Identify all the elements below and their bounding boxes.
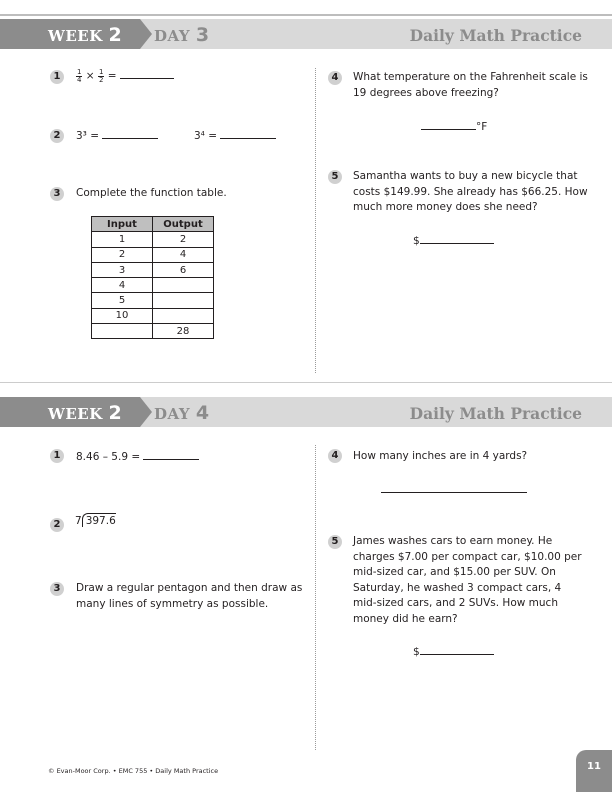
column-divider — [315, 68, 316, 373]
question-4-text: How many inches are in 4 yards? — [353, 450, 528, 462]
table-cell: 5 — [92, 293, 153, 308]
section-title: Daily Math Practice — [409, 404, 582, 423]
question-number-4: 4 — [328, 449, 342, 463]
section-header-day4 — [0, 397, 612, 427]
question-5-text: James washes cars to earn money. He charges $7.00 per compact car, $10.00 per mid-sized car, and $15.00 per SUV. On Saturday, he washed 3 compact cars, 4 mid-sized cars, and 2 SUVs. How much money did he earn? — [353, 535, 582, 625]
fraction-one-half: $\frac{1}{2}$ — [98, 67, 104, 84]
table-header-row — [92, 217, 214, 232]
question-number-1: 1 — [50, 70, 64, 84]
fahrenheit-unit: °F — [476, 121, 488, 133]
question-number-2: 2 — [50, 129, 64, 143]
table-row — [92, 247, 214, 262]
question-1-expression: 8.46 – 5.9 = — [76, 449, 199, 466]
question-3-text: Draw a regular pentagon and then draw as many lines of symmetry as possible. — [76, 582, 303, 610]
table-cell: 10 — [92, 308, 153, 323]
table-row — [92, 232, 214, 247]
divisor: 7 — [75, 515, 82, 527]
long-division-problem — [75, 513, 116, 527]
table-cell: 4 — [153, 247, 214, 262]
question-2-part-b: 3⁴ = — [194, 128, 276, 145]
answer-blank[interactable] — [381, 492, 527, 493]
week-number: 2 — [108, 402, 123, 424]
day-number: 4 — [195, 402, 210, 424]
day-number: 3 — [195, 24, 210, 46]
answer-blank[interactable] — [120, 68, 174, 79]
question-4-text: What temperature on the Fahrenheit scale is 19 degrees above freezing? — [353, 71, 588, 99]
question-5-answer — [413, 644, 494, 661]
answer-blank[interactable] — [143, 449, 199, 460]
question-number-3: 3 — [50, 582, 64, 596]
section-header-day3 — [0, 19, 612, 49]
week-label: WEEK — [48, 405, 103, 423]
table-row — [92, 278, 214, 293]
question-number-4: 4 — [328, 71, 342, 85]
top-rule — [0, 14, 612, 16]
table-cell: 6 — [153, 262, 214, 277]
answer-blank[interactable] — [420, 233, 494, 244]
table-cell: 28 — [153, 324, 214, 339]
answer-blank[interactable] — [220, 128, 276, 139]
table-cell-answer[interactable] — [92, 324, 153, 339]
table-header-input: Input — [92, 217, 153, 232]
table-header-output: Output — [153, 217, 214, 232]
question-number-3: 3 — [50, 187, 64, 201]
table-cell: 1 — [92, 232, 153, 247]
week-label: WEEK — [48, 27, 103, 45]
question-5-text: Samantha wants to buy a new bicycle that costs $149.99. She already has $66.25. How much more money does she need? — [353, 170, 588, 213]
question-number-5: 5 — [328, 535, 342, 549]
table-cell: 2 — [92, 247, 153, 262]
page-number: 11 — [576, 750, 612, 792]
question-3-text: Complete the function table. — [76, 187, 227, 199]
table-cell-answer[interactable] — [153, 278, 214, 293]
table-cell: 2 — [153, 232, 214, 247]
question-4-answer — [421, 119, 487, 136]
week-tab — [0, 397, 140, 427]
table-row — [92, 308, 214, 323]
table-cell: 3 — [92, 262, 153, 277]
fraction-one-fourth: $\frac{1}{4}$ — [77, 67, 82, 84]
crop-mark — [0, 382, 612, 383]
day-label: DAY — [154, 405, 191, 423]
week-number: 2 — [108, 24, 123, 46]
question-5-answer — [413, 233, 494, 250]
week-tab — [0, 19, 140, 49]
section-title: Daily Math Practice — [409, 26, 582, 45]
table-row — [92, 324, 214, 339]
table-cell-answer[interactable] — [153, 293, 214, 308]
table-cell-answer[interactable] — [153, 308, 214, 323]
day-label: DAY — [154, 27, 191, 45]
function-table — [91, 216, 214, 339]
table-row — [92, 293, 214, 308]
question-number-2: 2 — [50, 518, 64, 532]
dollar-sign: $ — [413, 235, 420, 247]
answer-blank[interactable] — [421, 119, 476, 130]
answer-blank[interactable] — [102, 128, 158, 139]
dollar-sign: $ — [413, 646, 420, 658]
question-2-part-a: 3³ = — [76, 128, 158, 145]
table-cell: 4 — [92, 278, 153, 293]
dividend: 397.6 — [82, 513, 116, 527]
question-1-expression: $\frac{1}{4}$ × $\frac{1}{2}$ = — [76, 68, 174, 85]
column-divider — [315, 445, 316, 750]
question-number-1: 1 — [50, 449, 64, 463]
footer-copyright: © Evan-Moor Corp. • EMC 755 • Daily Math Practice — [48, 767, 219, 775]
question-number-5: 5 — [328, 170, 342, 184]
answer-blank[interactable] — [420, 644, 494, 655]
table-row — [92, 262, 214, 277]
